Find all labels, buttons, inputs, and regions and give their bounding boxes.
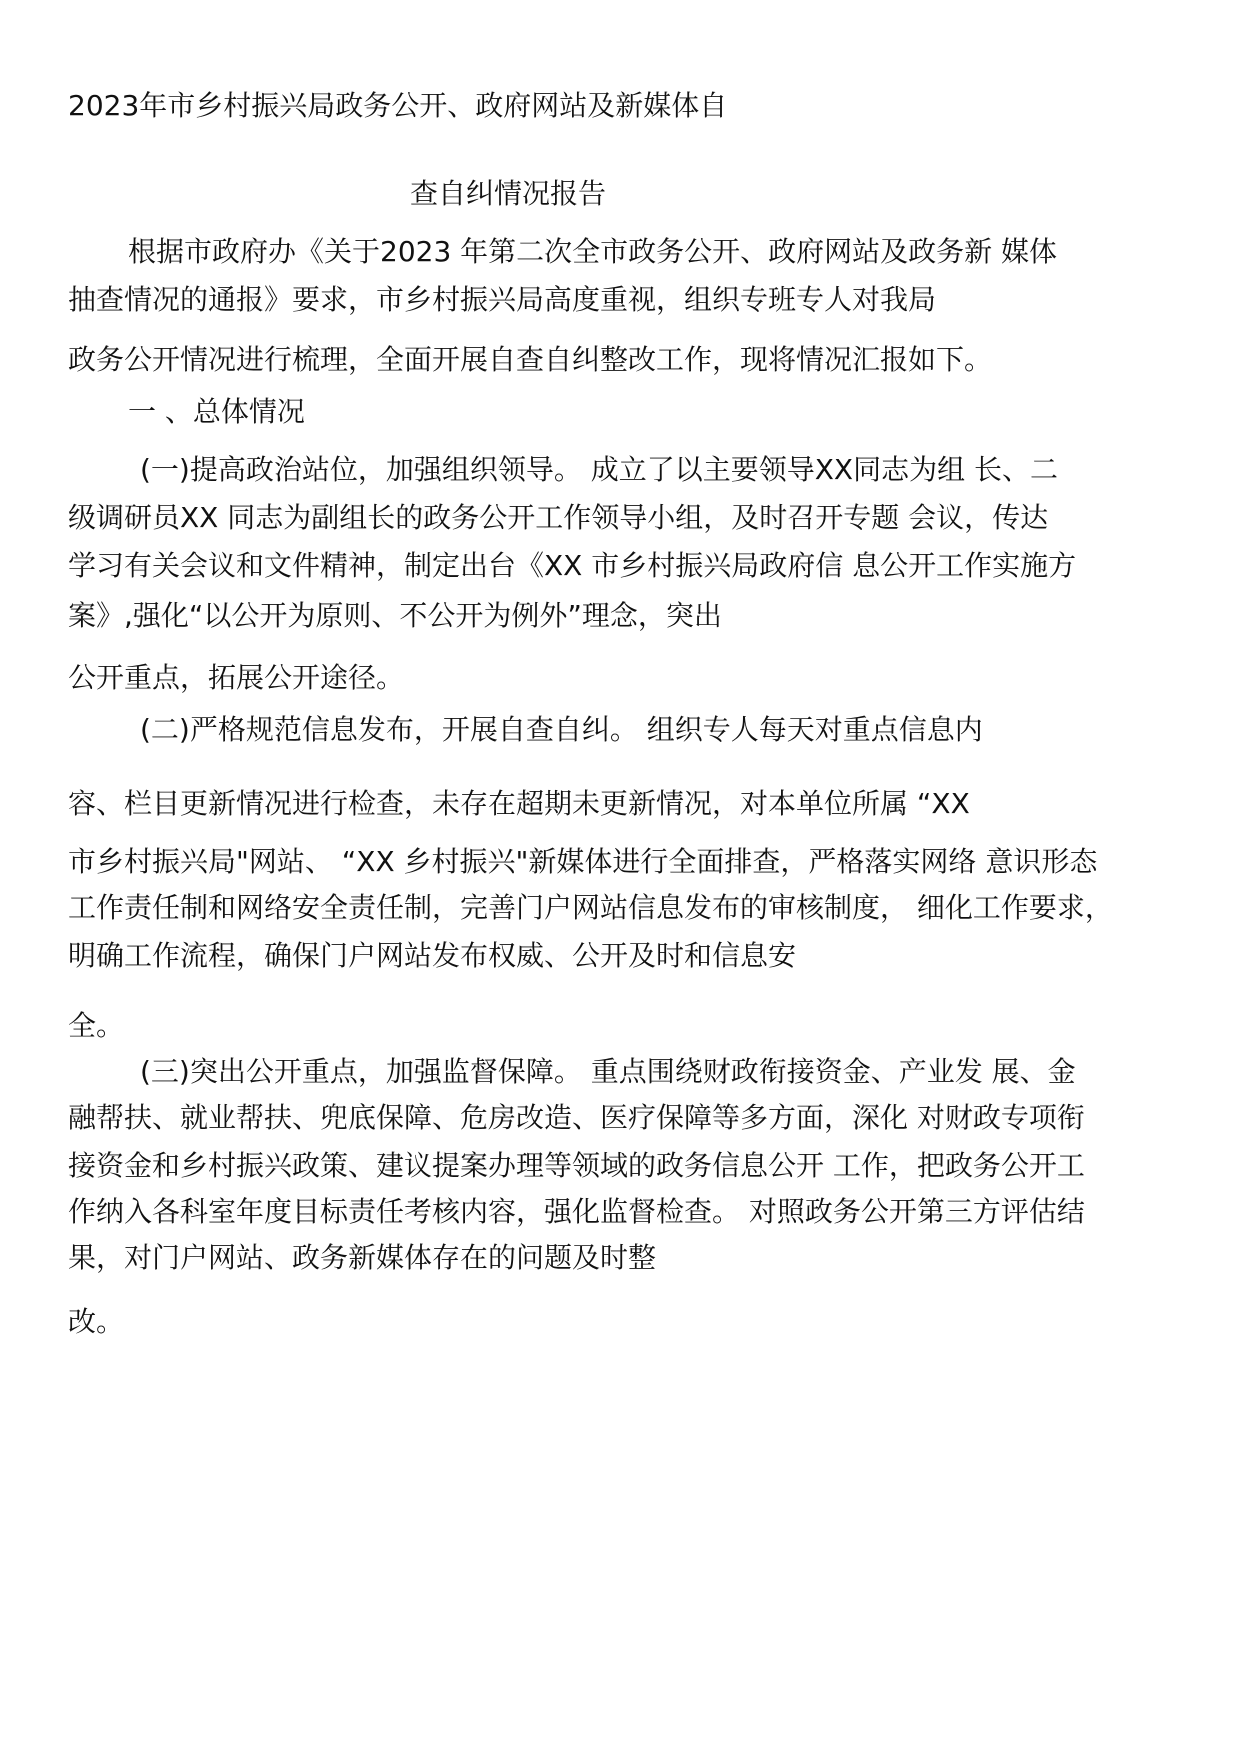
paragraph-line: 改。 <box>68 1305 125 1338</box>
paragraph-line: 案》,强化“以公开为原则、不公开为例外”理念，突出 <box>68 599 722 632</box>
paragraph-line: 全。 <box>68 1009 125 1042</box>
paragraph-line: 接资金和乡村振兴政策、建议提案办理等领域的政务信息公开 工作，把政务公开工 <box>68 1149 1085 1182</box>
paragraph-line: 容、栏目更新情况进行检查，未存在超期未更新情况，对本单位所属 “XX <box>68 787 970 820</box>
paragraph-line: 融帮扶、就业帮扶、兜底保障、危房改造、医疗保障等多方面，深化 对财政专项衔 <box>68 1101 1085 1134</box>
paragraph-line: (一)提高政治站位，加强组织领导。 成立了以主要领导XX同志为组 长、二 <box>140 453 1059 486</box>
paragraph-line: 抽查情况的通报》要求，市乡村振兴局高度重视，组织专班专人对我局 <box>68 283 937 316</box>
section-heading: 一 、总体情况 <box>128 395 305 428</box>
paragraph-line: 果，对门户网站、政务新媒体存在的问题及时整 <box>68 1241 657 1274</box>
paragraph-line: 级调研员XX 同志为副组长的政务公开工作领导小组，及时召开专题 会议，传达 <box>68 501 1049 534</box>
paragraph-line: 明确工作流程，确保门户网站发布权威、公开及时和信息安 <box>68 939 797 972</box>
paragraph-line: 公开重点，拓展公开途径。 <box>68 661 405 694</box>
paragraph-line: 作纳入各科室年度目标责任考核内容，强化监督检查。 对照政务公开第三方评估结 <box>68 1195 1085 1228</box>
paragraph-line: 根据市政府办《关于2023 年第二次全市政务公开、政府网站及政务新 媒体 <box>128 235 1058 268</box>
paragraph-line: 学习有关会议和文件精神，制定出台《XX 市乡村振兴局政府信 息公开工作实施方 <box>68 549 1077 582</box>
paragraph-line: 政务公开情况进行梳理，全面开展自查自纠整改工作，现将情况汇报如下。 <box>68 343 993 376</box>
paragraph-line: (三)突出公开重点，加强监督保障。 重点围绕财政衔接资金、产业发 展、金 <box>140 1055 1076 1088</box>
title-line-1: 2023年市乡村振兴局政务公开、政府网站及新媒体自 <box>68 89 728 122</box>
paragraph-line: (二)严格规范信息发布，开展自查自纠。 组织专人每天对重点信息内 <box>140 713 983 746</box>
title-line-2: 查自纠情况报告 <box>410 177 607 210</box>
paragraph-line: 市乡村振兴局"网站、 “XX 乡村振兴"新媒体进行全面排查，严格落实网络 意识形态 <box>68 845 1098 878</box>
paragraph-line: 工作责任制和网络安全责任制，完善门户网站信息发布的审核制度， 细化工作要求， <box>68 891 1113 924</box>
